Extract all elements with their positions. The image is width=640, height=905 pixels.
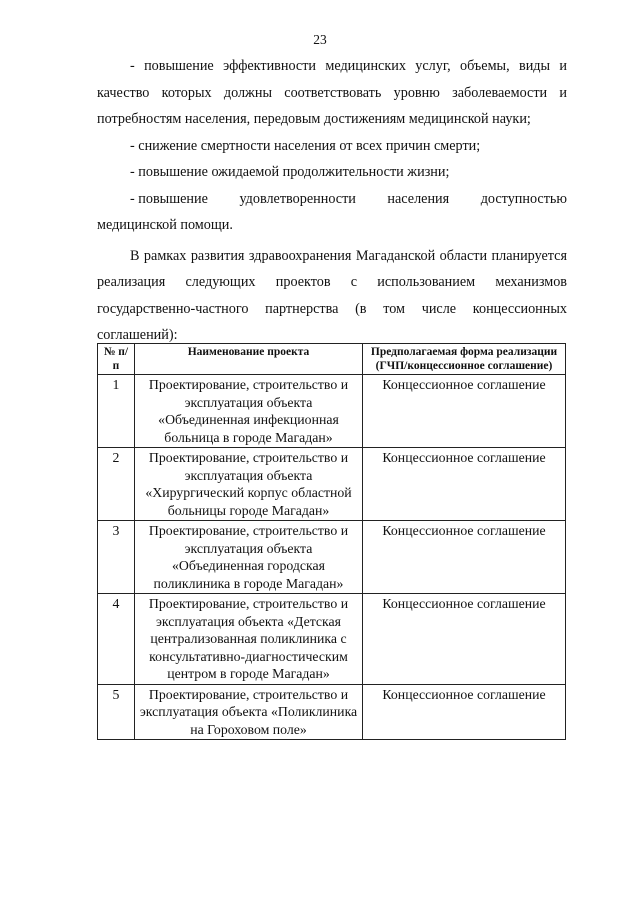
row-form: Концессионное соглашение: [363, 521, 566, 594]
row-form: Концессионное соглашение: [363, 448, 566, 521]
table-header-row: [98, 344, 566, 375]
row-form: Концессионное соглашение: [363, 684, 566, 740]
row-num: 5: [98, 684, 135, 740]
row-name: Проектирование, строительство и эксплуатация объекта «Объединенная городская поликлиника в городе Магадан»: [135, 521, 363, 594]
header-num: № п/п: [98, 344, 135, 375]
row-name: Проектирование, строительство и эксплуатация объекта «Объединенная инфекционная больница в городе Магадан»: [135, 375, 363, 448]
header-form: Предполагаемая форма реализации (ГЧП/концессионное соглашение): [363, 344, 566, 375]
bullet-word: удовлетворенности: [239, 190, 356, 207]
row-num: 3: [98, 521, 135, 594]
row-num: 2: [98, 448, 135, 521]
bullet-word: доступностью: [480, 190, 567, 207]
body-text: [97, 53, 567, 349]
bullet-item: - повышение ожидаемой продолжительности жизни;: [130, 164, 450, 180]
bullet-word: - повышение: [130, 190, 208, 207]
table-row: [98, 594, 566, 685]
bullet-item-line: [97, 186, 567, 213]
bullet-item-end: медицинской помощи.: [97, 217, 233, 233]
page-number: 23: [313, 32, 327, 47]
projects-table: [97, 343, 566, 740]
row-num: 4: [98, 594, 135, 685]
header-name: Наименование проекта: [135, 344, 363, 375]
row-name: Проектирование, строительство и эксплуатация объекта «Поликлиника на Гороховом поле»: [135, 684, 363, 740]
table-row: [98, 375, 566, 448]
bullet-item: - снижение смертности населения от всех причин смерти;: [130, 137, 481, 154]
intro-paragraph: В рамках развития здравоохранения Магаданской области планируется реализация следующих проектов с использованием механизмов государственно-частного партнерства (в том числе концессионных соглашений):: [97, 247, 567, 343]
table-row: [98, 448, 566, 521]
table-row: [98, 684, 566, 740]
row-form: Концессионное соглашение: [363, 375, 566, 448]
row-form: Концессионное соглашение: [363, 594, 566, 685]
bullet-item: - повышение эффективности медицинских услуг, объемы, виды и качество которых должны соответствовать уровню заболеваемости и потребностям населения, передовым достижениям медицинской науки;: [97, 58, 567, 127]
table-row: [98, 521, 566, 594]
row-name: Проектирование, строительство и эксплуатация объекта «Хирургический корпус областной больницы городе Магадан»: [135, 448, 363, 521]
row-num: 1: [98, 375, 135, 448]
row-name: Проектирование, строительство и эксплуатация объекта «Детская централизованная поликлиника с консультативно-диагностическим центром в городе Магадан»: [135, 594, 363, 685]
bullet-word: населения: [387, 190, 450, 207]
